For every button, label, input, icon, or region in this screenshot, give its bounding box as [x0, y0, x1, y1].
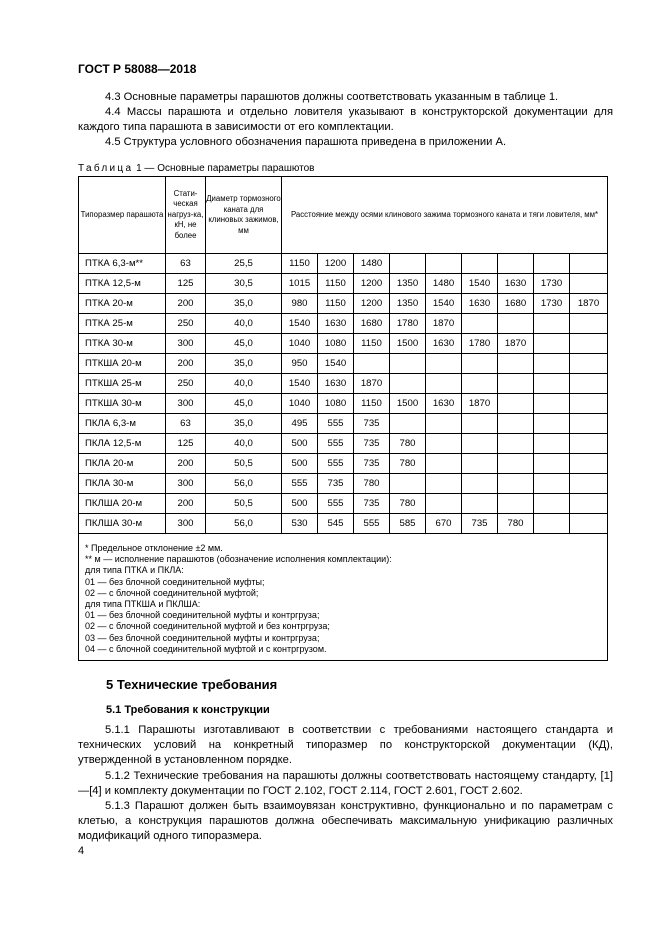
row-diameter-cell: 50,5	[206, 494, 282, 514]
row-distance-cell: 1350	[390, 294, 426, 314]
table-notes-row	[79, 534, 608, 661]
row-distance-cell	[570, 374, 608, 394]
row-load-cell: 63	[166, 414, 206, 434]
row-distance-cell: 735	[318, 474, 354, 494]
row-distance-cell: 1780	[390, 314, 426, 334]
row-distance-cell: 555	[318, 414, 354, 434]
row-load-cell: 300	[166, 394, 206, 414]
row-distance-cell	[498, 394, 534, 414]
row-distance-cell: 735	[354, 454, 390, 474]
row-distance-cell: 1630	[318, 374, 354, 394]
row-type-cell: ПКЛША 30-м	[79, 514, 166, 534]
row-distance-cell	[570, 414, 608, 434]
header-diameter: Диаметр тормозного каната для клиновых зажимов, мм	[206, 177, 282, 254]
row-type-cell: ПТКША 30-м	[79, 394, 166, 414]
row-diameter-cell: 30,5	[206, 274, 282, 294]
row-distance-cell	[462, 354, 498, 374]
row-load-cell: 300	[166, 514, 206, 534]
row-distance-cell: 585	[390, 514, 426, 534]
row-distance-cell: 1680	[498, 294, 534, 314]
row-distance-cell: 1150	[354, 394, 390, 414]
row-distance-cell	[390, 474, 426, 494]
table-note-line: 02 — с блочной соединительной муфтой;	[85, 587, 259, 598]
row-load-cell: 63	[166, 254, 206, 274]
row-load-cell: 250	[166, 314, 206, 334]
row-distance-cell	[570, 314, 608, 334]
row-diameter-cell: 25,5	[206, 254, 282, 274]
table-note-line: 02 — с блочной соединительной муфтой и без контргруза;	[85, 621, 330, 632]
row-distance-cell	[498, 374, 534, 394]
table-notes	[79, 534, 608, 661]
row-diameter-cell: 50,5	[206, 454, 282, 474]
row-distance-cell	[426, 374, 462, 394]
row-distance-cell: 1480	[354, 254, 390, 274]
row-distance-cell	[534, 514, 570, 534]
row-distance-cell: 500	[282, 454, 318, 474]
row-distance-cell: 1150	[282, 254, 318, 274]
row-distance-cell: 780	[390, 454, 426, 474]
row-distance-cell	[498, 454, 534, 474]
row-distance-cell	[498, 354, 534, 374]
row-type-cell: ПТКА 25-м	[79, 314, 166, 334]
header-type: Типоразмер парашюта	[79, 177, 166, 254]
row-diameter-cell: 45,0	[206, 334, 282, 354]
row-distance-cell: 950	[282, 354, 318, 374]
row-distance-cell	[390, 354, 426, 374]
paragraph-4-5: 4.5 Структура условного обозначения парашюта приведена в приложении А.	[105, 136, 507, 148]
row-distance-cell: 1630	[426, 394, 462, 414]
row-distance-cell	[534, 334, 570, 354]
row-type-cell: ПТКША 25-м	[79, 374, 166, 394]
row-distance-cell: 500	[282, 494, 318, 514]
row-load-cell: 125	[166, 434, 206, 454]
header-load: Стати-ческая нагруз-ка, кН, не более	[166, 177, 206, 254]
row-distance-cell	[426, 254, 462, 274]
row-distance-cell	[534, 354, 570, 374]
row-distance-cell	[570, 274, 608, 294]
row-distance-cell	[534, 494, 570, 514]
table-row	[79, 454, 608, 474]
row-distance-cell: 1150	[318, 294, 354, 314]
table-caption-word: Таблица	[78, 163, 134, 174]
row-distance-cell	[498, 434, 534, 454]
table-header-row	[79, 177, 608, 254]
table-row	[79, 514, 608, 534]
row-distance-cell: 1200	[354, 294, 390, 314]
row-distance-cell: 1500	[390, 334, 426, 354]
row-distance-cell: 1540	[462, 274, 498, 294]
row-distance-cell	[498, 494, 534, 514]
table-row	[79, 394, 608, 414]
row-distance-cell: 1480	[426, 274, 462, 294]
paragraph-4-4: 4.4 Массы парашюта и отдельно ловителя указывают в конструкторской документации для каждого типа парашюта в зависимости от его комплектации.	[78, 106, 613, 134]
row-distance-cell: 555	[318, 434, 354, 454]
row-distance-cell	[534, 394, 570, 414]
row-distance-cell: 1870	[426, 314, 462, 334]
header-distance: Расстояние между осями клинового зажима тормозного каната и тяги ловителя, мм*	[282, 177, 608, 254]
table-note-line: для типа ПТКША и ПКЛША:	[85, 599, 201, 610]
row-distance-cell	[570, 514, 608, 534]
table-note-line: для типа ПТКА и ПКЛА:	[85, 565, 184, 576]
row-distance-cell: 735	[462, 514, 498, 534]
row-distance-cell: 555	[318, 454, 354, 474]
table-note-line: 01 — без блочной соединительной муфты;	[85, 576, 265, 587]
row-distance-cell	[426, 474, 462, 494]
row-distance-cell: 1870	[462, 394, 498, 414]
row-distance-cell	[462, 414, 498, 434]
row-distance-cell	[534, 374, 570, 394]
row-distance-cell: 670	[426, 514, 462, 534]
row-load-cell: 200	[166, 294, 206, 314]
row-distance-cell	[426, 434, 462, 454]
section-5-1-title: 5.1 Требования к конструкции	[106, 704, 270, 716]
row-distance-cell: 1540	[282, 374, 318, 394]
row-distance-cell	[570, 394, 608, 414]
row-distance-cell	[462, 454, 498, 474]
row-distance-cell: 1200	[354, 274, 390, 294]
row-distance-cell: 1630	[318, 314, 354, 334]
row-type-cell: ПТКА 20-м	[79, 294, 166, 314]
table-row	[79, 294, 608, 314]
row-distance-cell	[462, 434, 498, 454]
row-distance-cell: 1870	[498, 334, 534, 354]
paragraph-5-1-2: 5.1.2 Технические требования на парашюты должны соответствовать настоящему стандарту, [1]—[4] и комплекту документации по ГОСТ 2.102, ГОСТ 2.114, ГОСТ 2.601, ГОСТ 2.602.	[78, 770, 613, 798]
row-distance-cell: 1500	[390, 394, 426, 414]
table-row	[79, 374, 608, 394]
row-diameter-cell: 56,0	[206, 474, 282, 494]
parameters-table	[78, 176, 608, 661]
row-distance-cell	[534, 254, 570, 274]
row-distance-cell	[426, 454, 462, 474]
row-load-cell: 125	[166, 274, 206, 294]
row-distance-cell	[390, 254, 426, 274]
table-caption	[78, 163, 315, 174]
table-row	[79, 314, 608, 334]
row-diameter-cell: 35,0	[206, 294, 282, 314]
document-header: ГОСТ Р 58088—2018	[78, 62, 197, 76]
row-distance-cell: 555	[318, 494, 354, 514]
row-type-cell: ПКЛА 12,5-м	[79, 434, 166, 454]
row-distance-cell: 1730	[534, 274, 570, 294]
row-distance-cell: 495	[282, 414, 318, 434]
row-distance-cell: 1350	[390, 274, 426, 294]
row-distance-cell: 1040	[282, 394, 318, 414]
table-row	[79, 334, 608, 354]
row-distance-cell: 545	[318, 514, 354, 534]
row-type-cell: ПТКА 6,3-м**	[79, 254, 166, 274]
row-distance-cell: 1040	[282, 334, 318, 354]
row-distance-cell: 780	[390, 434, 426, 454]
row-distance-cell: 1150	[354, 334, 390, 354]
row-distance-cell: 735	[354, 434, 390, 454]
page-number: 4	[78, 845, 85, 857]
row-distance-cell	[462, 494, 498, 514]
row-diameter-cell: 35,0	[206, 414, 282, 434]
row-distance-cell: 1015	[282, 274, 318, 294]
paragraph-4-3: 4.3 Основные параметры парашютов должны соответствовать указанным в таблице 1.	[105, 91, 559, 103]
row-distance-cell	[462, 474, 498, 494]
row-distance-cell: 500	[282, 434, 318, 454]
row-distance-cell	[570, 494, 608, 514]
row-distance-cell: 1540	[426, 294, 462, 314]
row-diameter-cell: 40,0	[206, 374, 282, 394]
table-note-line: 04 — с блочной соединительной муфтой и с контргрузом.	[85, 643, 327, 654]
row-distance-cell	[390, 414, 426, 434]
row-distance-cell	[534, 474, 570, 494]
row-distance-cell: 1630	[498, 274, 534, 294]
row-distance-cell: 780	[354, 474, 390, 494]
row-distance-cell: 1540	[318, 354, 354, 374]
table-row	[79, 254, 608, 274]
row-distance-cell: 1630	[426, 334, 462, 354]
row-distance-cell	[534, 434, 570, 454]
row-type-cell: ПТКА 30-м	[79, 334, 166, 354]
row-distance-cell: 1780	[462, 334, 498, 354]
row-distance-cell	[462, 314, 498, 334]
row-diameter-cell: 45,0	[206, 394, 282, 414]
row-distance-cell: 1680	[354, 314, 390, 334]
table-note-line: 03 — без блочной соединительной муфты и контргруза;	[85, 632, 320, 643]
table-row	[79, 354, 608, 374]
row-distance-cell	[426, 494, 462, 514]
row-distance-cell	[390, 374, 426, 394]
row-distance-cell: 1150	[318, 274, 354, 294]
row-type-cell: ПКЛА 30-м	[79, 474, 166, 494]
row-diameter-cell: 35,0	[206, 354, 282, 374]
row-type-cell: ПТКША 20-м	[79, 354, 166, 374]
section-5-title: 5 Технические требования	[106, 677, 278, 692]
row-distance-cell	[426, 414, 462, 434]
row-distance-cell	[498, 254, 534, 274]
row-distance-cell: 1080	[318, 334, 354, 354]
row-distance-cell	[570, 454, 608, 474]
table-row	[79, 494, 608, 514]
row-diameter-cell: 56,0	[206, 514, 282, 534]
table-row	[79, 434, 608, 454]
table-caption-text: 1 — Основные параметры парашютов	[136, 163, 315, 174]
table-note-line: 01 — без блочной соединительной муфты и контргруза;	[85, 610, 320, 621]
row-distance-cell: 1630	[462, 294, 498, 314]
row-distance-cell: 735	[354, 494, 390, 514]
row-distance-cell: 1730	[534, 294, 570, 314]
row-distance-cell	[498, 314, 534, 334]
row-load-cell: 300	[166, 334, 206, 354]
row-distance-cell: 555	[354, 514, 390, 534]
row-distance-cell	[534, 454, 570, 474]
row-distance-cell: 780	[498, 514, 534, 534]
row-distance-cell	[354, 354, 390, 374]
row-type-cell: ПКЛА 6,3-м	[79, 414, 166, 434]
row-distance-cell: 1200	[318, 254, 354, 274]
table-note-line: ** м — исполнение парашютов (обозначение исполнения комплектации):	[85, 554, 392, 565]
row-distance-cell: 530	[282, 514, 318, 534]
row-distance-cell: 1080	[318, 394, 354, 414]
row-type-cell: ПКЛА 20-м	[79, 454, 166, 474]
row-type-cell: ПТКА 12,5-м	[79, 274, 166, 294]
row-diameter-cell: 40,0	[206, 434, 282, 454]
table-row	[79, 474, 608, 494]
row-load-cell: 300	[166, 474, 206, 494]
row-distance-cell	[462, 374, 498, 394]
row-distance-cell	[426, 354, 462, 374]
row-distance-cell: 780	[390, 494, 426, 514]
row-load-cell: 200	[166, 454, 206, 474]
row-distance-cell	[570, 334, 608, 354]
row-distance-cell	[534, 314, 570, 334]
row-distance-cell: 735	[354, 414, 390, 434]
row-distance-cell: 1870	[354, 374, 390, 394]
row-distance-cell: 1870	[570, 294, 608, 314]
table-row	[79, 414, 608, 434]
table-row	[79, 274, 608, 294]
row-diameter-cell: 40,0	[206, 314, 282, 334]
row-load-cell: 250	[166, 374, 206, 394]
row-distance-cell	[570, 254, 608, 274]
row-distance-cell	[570, 354, 608, 374]
row-load-cell: 200	[166, 494, 206, 514]
row-distance-cell	[498, 474, 534, 494]
row-distance-cell	[570, 434, 608, 454]
row-distance-cell: 555	[282, 474, 318, 494]
row-load-cell: 200	[166, 354, 206, 374]
row-distance-cell: 980	[282, 294, 318, 314]
row-distance-cell	[570, 474, 608, 494]
paragraph-5-1-1: 5.1.1 Парашюты изготавливают в соответствии с требованиями настоящего стандарта и технических условий на конкретный типоразмер по конструкторской документации (КД), утвержденной в установленном порядке.	[78, 724, 613, 767]
paragraph-5-1-3: 5.1.3 Парашют должен быть взаимоувязан конструктивно, функционально и по параметрам с клетью, а конструкция парашютов должна обеспечивать максимальную унификацию различных модификаций одного типоразмера.	[78, 800, 613, 843]
row-distance-cell	[462, 254, 498, 274]
row-distance-cell	[534, 414, 570, 434]
row-type-cell: ПКЛША 20-м	[79, 494, 166, 514]
row-distance-cell: 1540	[282, 314, 318, 334]
row-distance-cell	[498, 414, 534, 434]
table-note-line: * Предельное отклонение ±2 мм.	[85, 543, 223, 553]
